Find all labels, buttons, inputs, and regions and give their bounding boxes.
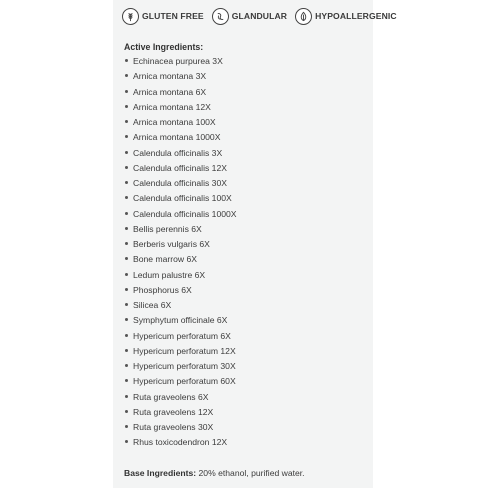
ingredient-name: Arnica montana 100X: [133, 117, 216, 127]
ingredient-name: Echinacea purpurea 3X: [133, 56, 223, 66]
bullet-icon: [125, 273, 128, 276]
ingredient-name: Silicea 6X: [133, 300, 172, 310]
list-item: [124, 161, 364, 176]
bullet-icon: [125, 410, 128, 413]
ingredient-name: Ruta graveolens 30X: [133, 422, 214, 432]
list-item: [124, 435, 364, 450]
ingredient-name: Calendula officinalis 3X: [133, 147, 223, 158]
ingredient-name: Arnica montana 1000X: [133, 132, 221, 143]
list-item: [124, 130, 364, 145]
list-item: [124, 268, 364, 283]
list-item: [124, 329, 364, 344]
base-ingredients: [124, 468, 305, 478]
ingredient-name: Ledum palustre 6X: [133, 269, 206, 280]
bullet-icon: [125, 318, 128, 321]
badge-gluten-free: [122, 8, 204, 25]
ingredient-name: Hypericum perforatum 12X: [133, 345, 236, 356]
bullet-icon: [125, 196, 128, 199]
badge-label: GLUTEN FREE: [142, 11, 204, 21]
ingredient-name: Hypericum perforatum 60X: [133, 376, 236, 387]
active-ingredients-title: Active Ingredients:: [124, 42, 204, 52]
bullet-icon: [125, 303, 128, 306]
list-item: [124, 100, 364, 115]
list-item: [124, 176, 364, 191]
bullet-icon: [125, 181, 128, 184]
bullet-icon: [125, 151, 128, 154]
list-item: [124, 374, 364, 389]
list-item: [124, 69, 364, 84]
bullet-icon: [125, 364, 128, 367]
badge-label: HYPOALLERGENIC: [315, 11, 397, 21]
ingredient-name: Symphytum officinale 6X: [133, 315, 228, 326]
ingredient-name: Phosphorus 6X: [133, 284, 192, 295]
ingredient-name: Calendula officinalis 12X: [133, 162, 227, 173]
bullet-icon: [125, 105, 128, 108]
ingredient-name: Berberis vulgaris 6X: [133, 239, 210, 249]
ingredient-name: Calendula officinalis 30X: [133, 178, 227, 188]
list-item: [124, 252, 364, 267]
bullet-icon: [125, 59, 128, 62]
list-item: [124, 54, 364, 69]
base-ingredients-label: Base Ingredients:: [124, 468, 197, 478]
list-item: [124, 207, 364, 222]
list-item: [124, 146, 364, 161]
bullet-icon: [125, 120, 128, 123]
list-item: [124, 85, 364, 100]
ingredient-name: Arnica montana 12X: [133, 101, 211, 112]
ingredient-name: Rhus toxicodendron 12X: [133, 437, 228, 448]
active-ingredients-list: [124, 54, 364, 451]
badge-row: [122, 5, 397, 27]
ingredient-name: Ruta graveolens 6X: [133, 391, 209, 402]
list-item: [124, 405, 364, 420]
ingredient-name: Arnica montana 6X: [133, 86, 207, 97]
bullet-icon: [125, 288, 128, 291]
bullet-icon: [125, 74, 128, 77]
bullet-icon: [125, 227, 128, 230]
list-item: [124, 359, 364, 374]
list-item: [124, 222, 364, 237]
badge-glandular: [212, 8, 287, 25]
bullet-icon: [125, 212, 128, 215]
ingredient-name: Bone marrow 6X: [133, 254, 198, 265]
bullet-icon: [125, 425, 128, 428]
badge-hypoallergenic: [295, 8, 397, 25]
list-item: [124, 115, 364, 130]
wheat-icon: [122, 8, 139, 25]
list-item: [124, 283, 364, 298]
bullet-icon: [125, 257, 128, 260]
ingredient-name: Calendula officinalis 100X: [133, 193, 232, 204]
ingredient-name: Hypericum perforatum 30X: [133, 361, 236, 371]
bullet-icon: [125, 349, 128, 352]
bullet-icon: [125, 379, 128, 382]
bullet-icon: [125, 242, 128, 245]
list-item: [124, 191, 364, 206]
ingredient-name: Ruta graveolens 12X: [133, 406, 214, 417]
bullet-icon: [125, 334, 128, 337]
badge-label: GLANDULAR: [231, 11, 288, 21]
bullet-icon: [125, 166, 128, 169]
list-item: [124, 344, 364, 359]
leaf-icon: [295, 8, 312, 25]
ingredient-name: Calendula officinalis 1000X: [133, 208, 237, 219]
list-item: [124, 420, 364, 435]
bullet-icon: [125, 90, 128, 93]
list-item: [124, 390, 364, 405]
bullet-icon: [125, 440, 128, 443]
ingredient-name: Bellis perennis 6X: [133, 223, 202, 234]
ingredient-name: Arnica montana 3X: [133, 71, 207, 82]
bullet-icon: [125, 135, 128, 138]
list-item: [124, 237, 364, 252]
bullet-icon: [125, 395, 128, 398]
list-item: [124, 313, 364, 328]
base-ingredients-value: 20% ethanol, purified water.: [196, 468, 305, 478]
list-item: [124, 298, 364, 313]
ingredient-name: Hypericum perforatum 6X: [133, 330, 231, 341]
gland-icon: [212, 8, 229, 25]
